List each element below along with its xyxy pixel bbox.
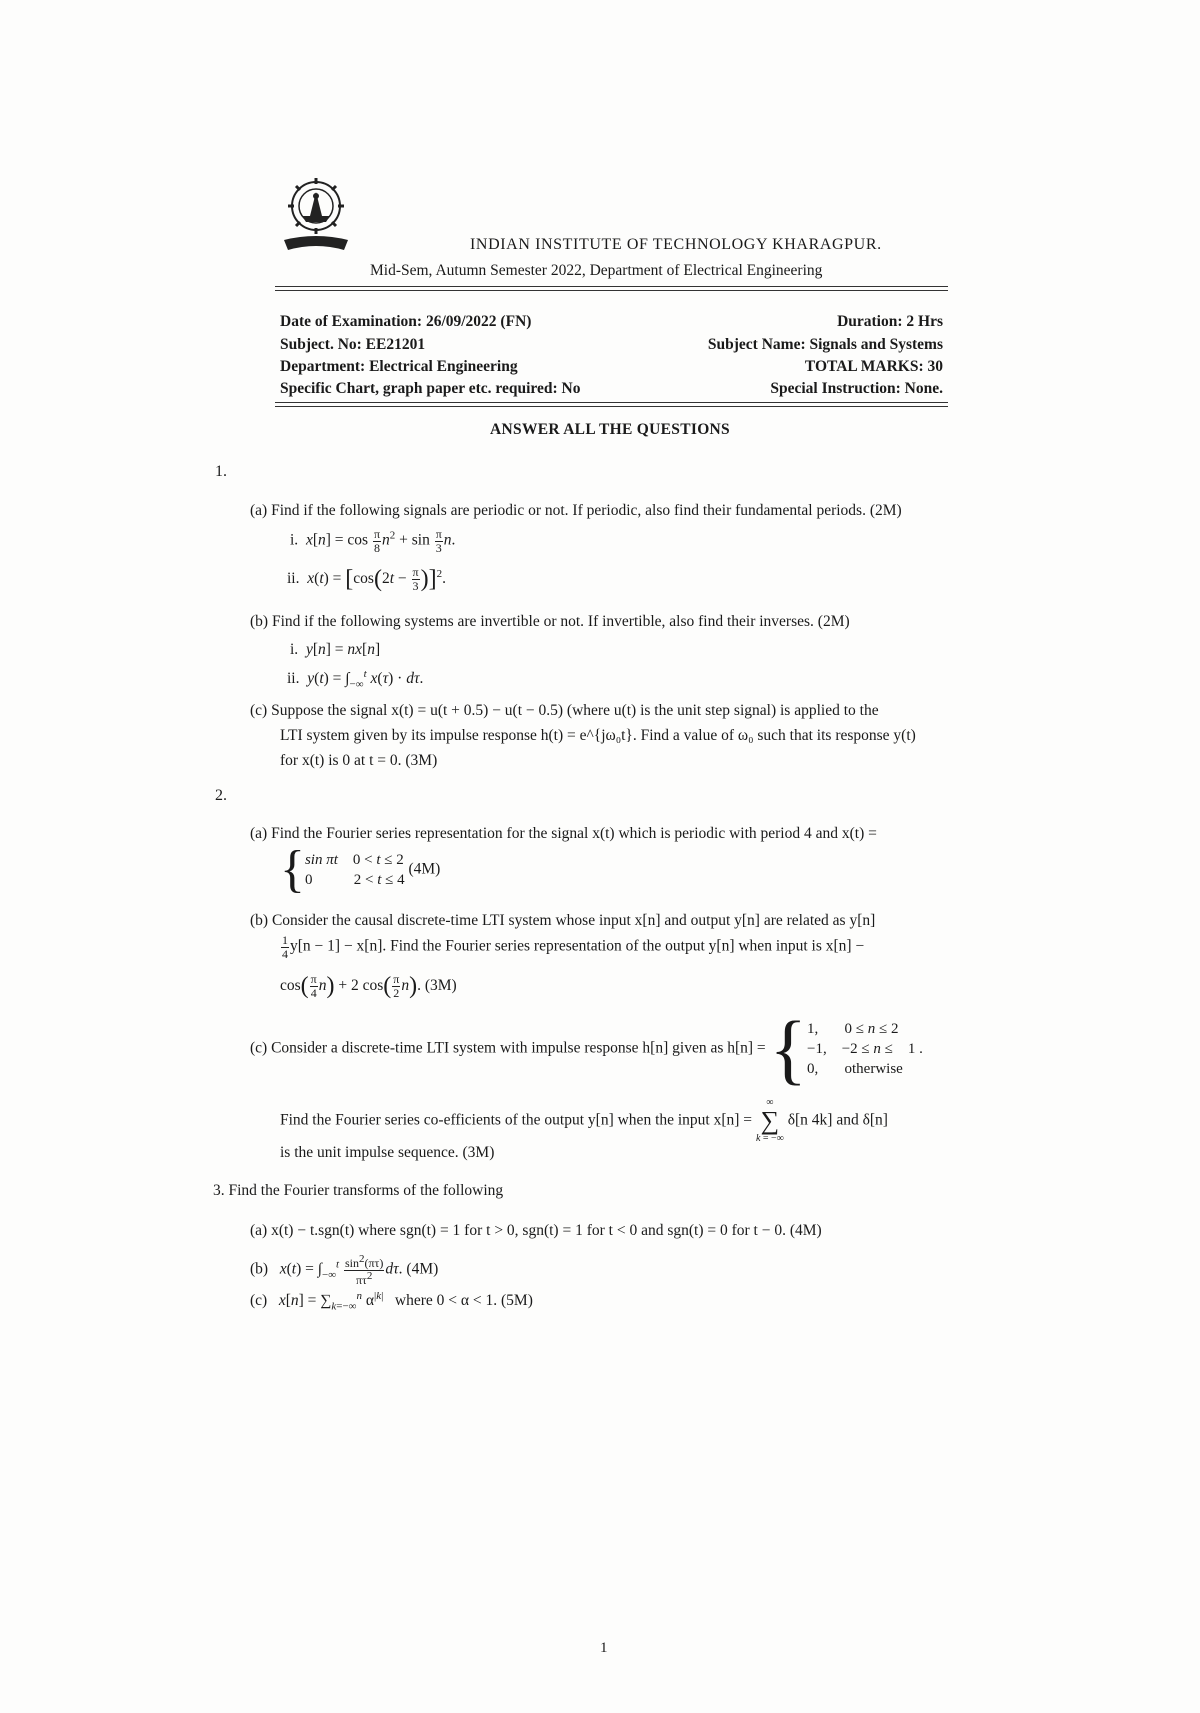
exam-line: Mid-Sem, Autumn Semester 2022, Department of Electrical Engineering bbox=[370, 262, 823, 279]
q1b-text: (b) Find if the following systems are invertible or not. If invertible, also find their inverses. (2M) bbox=[250, 613, 850, 630]
q3-intro: 3. Find the Fourier transforms of the following bbox=[213, 1182, 504, 1199]
q1a-text: (a) Find if the following signals are periodic or not. If periodic, also find their fundamental periods. (2M) bbox=[250, 502, 902, 519]
special-instruction: Special Instruction: None. bbox=[770, 380, 943, 397]
q2a-line-1: (a) Find the Fourier series representation for the signal x(t) which is periodic with period 4 and x(t) = bbox=[250, 825, 877, 842]
q1b-ii: ii. $y(t) = \int_{-\infty}^t$ x(τ) · dτ. bbox=[287, 668, 424, 691]
q1a-ii-label: ii. bbox=[287, 569, 300, 587]
q2c-line-3: is the unit impulse sequence. (3M) bbox=[280, 1144, 495, 1161]
page-number: 1 bbox=[600, 1640, 608, 1656]
q1b-ii-label: ii. bbox=[287, 670, 300, 688]
q2b-marks: (3M) bbox=[424, 976, 457, 994]
q1c-line-2: LTI system given by its impulse response h(t) = e^{jω₀t}. Find a value of ω₀ such that its response y(t) bbox=[280, 727, 916, 744]
q2c-line-2b-text: δ[n 4k] and δ[n] bbox=[787, 1111, 888, 1129]
header-rule bbox=[275, 286, 948, 287]
q3b-label: (b) bbox=[250, 1260, 269, 1278]
question-2-number: 2. bbox=[215, 787, 227, 804]
q2c-line-2: Find the Fourier series co-efficients of the output y[n] when the input x[n] = ∞ ∑ k = −∞ δ[n 4k] and δ[n] bbox=[280, 1097, 888, 1144]
iit-kgp-seal-icon bbox=[280, 176, 352, 256]
header-rule-2 bbox=[275, 290, 948, 291]
info-rule bbox=[275, 402, 948, 403]
q2b-line-3: cos( $\frac{\pi}{4}$ n) + 2 cos( $\frac{\pi}{2}$ n). (3M) bbox=[280, 972, 457, 1000]
q2c-line-1-text: (c) Consider a discrete-time LTI system with impulse response h[n] given as h[n] = bbox=[250, 1039, 766, 1057]
department: Department: Electrical Engineering bbox=[280, 358, 518, 375]
subject-number: Subject. No: EE21201 bbox=[280, 336, 426, 353]
q2b-line-1: (b) Consider the causal discrete-time LTI system whose input x[n] and output y[n] are related as y[n] bbox=[250, 912, 876, 929]
q3c-rest: where 0 < α < 1. (5M) bbox=[394, 1292, 533, 1310]
institute-name: INDIAN INSTITUTE OF TECHNOLOGY KHARAGPUR. bbox=[470, 236, 882, 253]
q2a-piecewise: {sin πt 0 < t ≤ 2 0 2 < t ≤ 4 (4M) bbox=[280, 841, 441, 898]
question-1-number: 1. bbox=[215, 463, 227, 480]
q1c-line-3: for x(t) is 0 at t = 0. (3M) bbox=[280, 752, 438, 769]
instruction-heading: ANSWER ALL THE QUESTIONS bbox=[490, 421, 730, 438]
q2c-line-2-text: Find the Fourier series co-efficients of the output y[n] when the input x[n] = bbox=[280, 1111, 753, 1129]
chart-requirement: Specific Chart, graph paper etc. required: No bbox=[280, 380, 581, 397]
q1c-line-1: (c) Suppose the signal x(t) = u(t + 0.5) − u(t − 0.5) (where u(t) is the unit step signal) is applied to the bbox=[250, 702, 879, 719]
subject-name: Subject Name: Signals and Systems bbox=[707, 336, 943, 353]
q1b-i: i. y[n] = nx[n] bbox=[290, 641, 381, 658]
q1b-i-label: i. bbox=[290, 641, 299, 658]
q1a-i-label: i. bbox=[290, 531, 299, 549]
q1a-ii: ii. x(t) = [cos(2t − $\frac{\pi}{3}$ )]$^2$. bbox=[287, 565, 446, 593]
q2a-marks: (4M) bbox=[408, 860, 441, 878]
info-rule-2 bbox=[275, 406, 948, 407]
q3a-text: (a) x(t) − t.sgn(t) where sgn(t) = 1 for t > 0, sgn(t) = 1 for t < 0 and sgn(t) = 0 for t − 0. (4M) bbox=[250, 1222, 822, 1239]
q3c-label: (c) bbox=[250, 1292, 268, 1310]
duration: Duration: 2 Hrs bbox=[837, 313, 943, 330]
q3c-text: (c) $x[n] = \sum_{k=-\infty}^n$ $\alpha^{|k|}$ where 0 < α < 1. (5M) bbox=[250, 1290, 533, 1313]
q3b-text: (b) $x(t) = \int_{-\infty}^t$ $\frac{\sin^2(\pi\tau)}{\pi\tau^2}$ dτ. (4M) bbox=[250, 1253, 439, 1287]
q1a-i: i. x[n] = cos $\frac{\pi}{8}$ $n^2 + \sin$ $\frac{\pi}{3}$ n. bbox=[290, 527, 456, 555]
total-marks: TOTAL MARKS: 30 bbox=[804, 358, 943, 375]
q2b-line-2: $\frac{1}{4}$ y[n − 1] − x[n]. Find the Fourier series representation of the output y[n] when input is x[n] − bbox=[282, 933, 865, 961]
exam-date: Date of Examination: 26/09/2022 (FN) bbox=[280, 313, 532, 330]
q3b-marks: (4M) bbox=[406, 1260, 439, 1278]
q2b-line-2-text: y[n − 1] − x[n]. Find the Fourier series representation of the output y[n] when input is x[n] − bbox=[290, 937, 865, 955]
q2c-line-1: (c) Consider a discrete-time LTI system with impulse response h[n] given as h[n] = {1, 0 ≤ n ≤ 2 −1, −2 ≤ n ≤ 1 . 0, otherwise bbox=[250, 1005, 923, 1092]
